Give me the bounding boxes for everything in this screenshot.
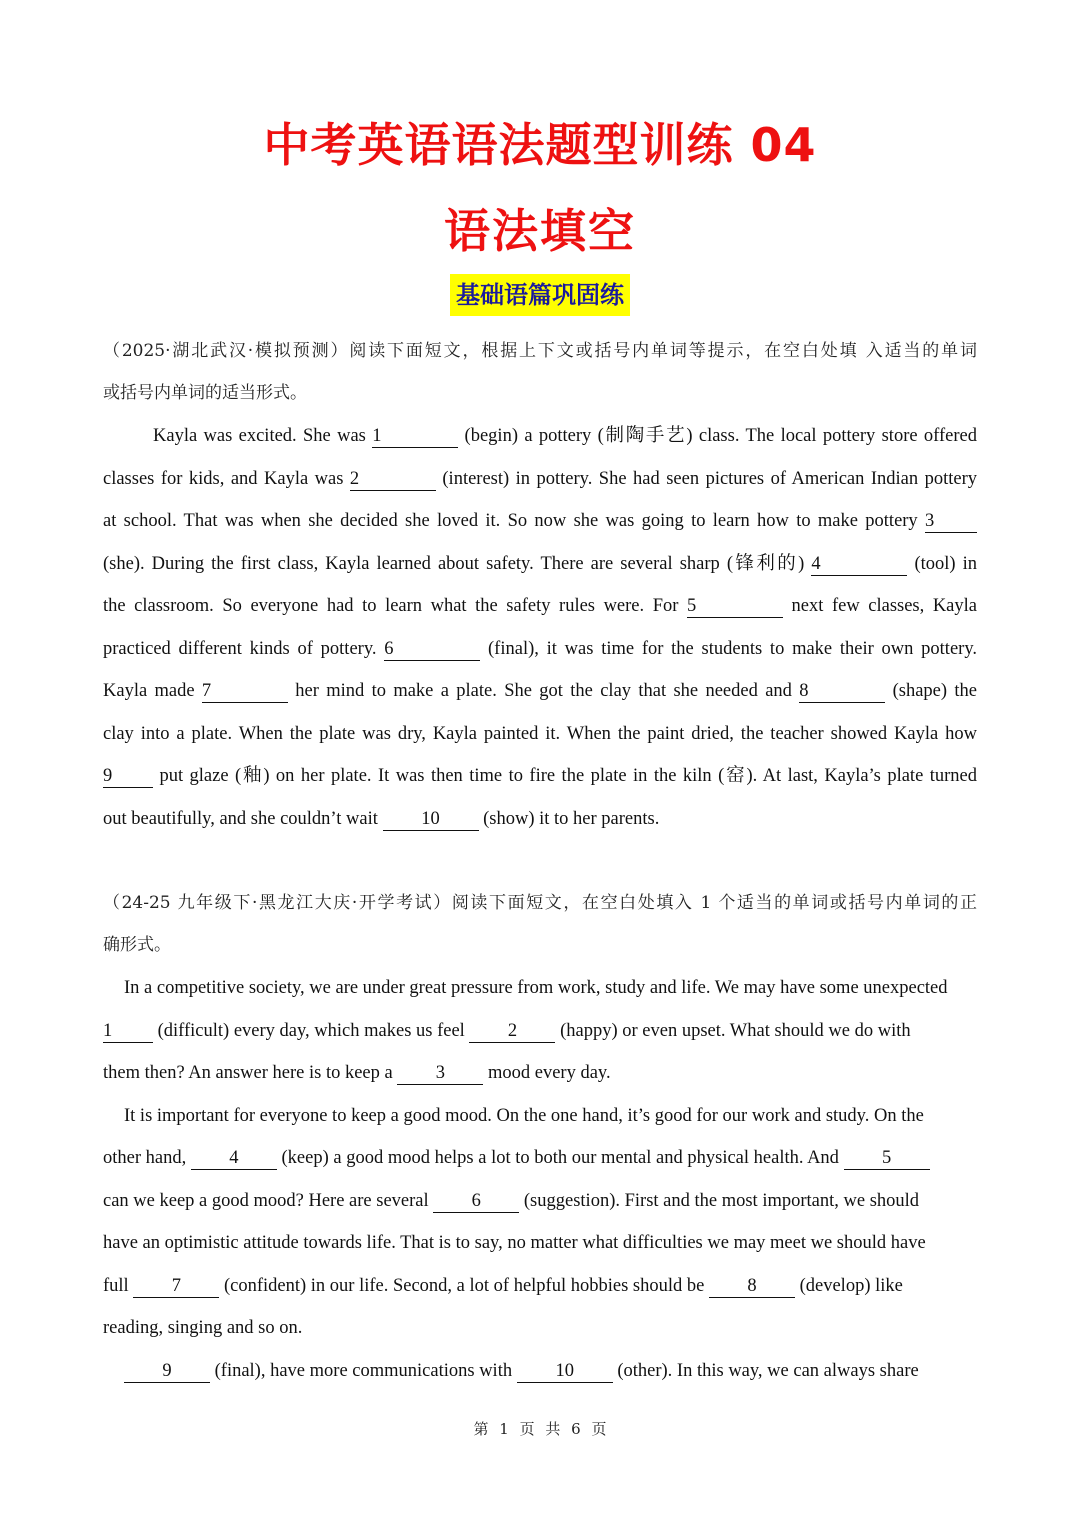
blank-6: 6 [384, 638, 480, 661]
passage-2-line: In a competitive society, we are under great pressure from work, study and life. We may have some unexpected [124, 978, 948, 998]
passage-1-line [103, 500, 977, 543]
text-run: (happy) or even upset. What should we do with [555, 1021, 911, 1041]
passage-2-line [103, 1180, 977, 1223]
blank-3: 3 [397, 1062, 483, 1085]
text-run: other hand, [103, 1148, 191, 1168]
blank-8: 8 [709, 1275, 795, 1298]
text-run: Kayla made [103, 681, 202, 701]
blank-10: 10 [517, 1360, 613, 1383]
blank-2: 2 [350, 468, 436, 491]
text-run: (final), have more communications with [210, 1361, 517, 1381]
passage-2-line: have an optimistic attitude towards life. That is to say, no matter what difficulties we may meet we should have [103, 1233, 926, 1253]
text-run: (keep) a good mood helps a lot to both our mental and physical health. And [276, 1148, 844, 1168]
subtitle: 语法填空 [444, 204, 636, 258]
passage-2-line [103, 1137, 977, 1180]
text-run: next few classes, Kayla [782, 596, 977, 616]
text-run: (begin) a pottery (制陶手艺) class. The local pottery store offered [458, 426, 977, 446]
passage-1-line [103, 458, 977, 501]
passage-2-line [103, 1010, 977, 1053]
passage-1-line [103, 415, 977, 458]
passage-1-instruction-line-1: （2025·湖北武汉·模拟预测）阅读下面短文，根据上下文或括号内单词等提示，在空白处填 入适当的单词 [103, 341, 977, 361]
section-heading-wrap [0, 274, 1080, 316]
text-run: the classroom. So everyone had to learn what the safety rules were. For [103, 596, 687, 616]
passage-2-instruction-line-1: （24-25 九年级下·黑龙江大庆·开学考试）阅读下面短文，在空白处填入 1 个适当的单词或括号内单词的正 [103, 893, 977, 913]
main-title: 中考英语语法题型训练 04 [263, 118, 817, 172]
text-run: (final), it was time for the students to make their own pottery. [480, 639, 977, 659]
passage-2-line [103, 1052, 977, 1095]
text-run: (tool) in [907, 554, 978, 574]
passage-1-line [103, 543, 977, 586]
passage-1-line [103, 798, 977, 841]
text-run: (develop) like [794, 1276, 903, 1296]
text-run: (difficult) every day, which makes us feel [153, 1021, 470, 1041]
text-run: out beautifully, and she couldn’t wait [103, 809, 383, 829]
text-run: mood every day. [483, 1063, 611, 1083]
text-run: her mind to make a plate. She got the clay that she needed and [287, 681, 800, 701]
text-run: full [103, 1276, 134, 1296]
text-run: (confident) in our life. Second, a lot of helpful hobbies should be [219, 1276, 709, 1296]
blank-3: 3 [925, 510, 977, 533]
passage-2-line [103, 1265, 977, 1308]
text-run: them then? An answer here is to keep a [103, 1063, 398, 1083]
text-run: can we keep a good mood? Here are several [103, 1191, 434, 1211]
passage-2-line [103, 1350, 977, 1393]
text-run: (show) it to her parents. [478, 809, 660, 829]
blank-4: 4 [811, 553, 907, 576]
blank-5: 5 [687, 595, 783, 618]
text-run: at school. That was when she decided she loved it. So now she was going to learn how to make pottery [103, 511, 925, 531]
blank-9: 9 [103, 765, 153, 788]
text-run: (other). In this way, we can always share [612, 1361, 919, 1381]
section-heading: 基础语篇巩固练 [450, 274, 630, 316]
passage-1-line [103, 585, 977, 628]
passage-1-line [103, 628, 977, 671]
passage-1-line [103, 755, 977, 798]
blank-10: 10 [383, 808, 479, 831]
page-number: 第 1 页 共 6 页 [473, 1420, 607, 1438]
passage-1-line: clay into a plate. When the plate was dry, Kayla painted it. When the paint dried, the teacher showed Kayla how [103, 724, 977, 744]
text-run: (she). During the first class, Kayla learned about safety. There are several sharp (锋利的) [103, 554, 812, 574]
text-run: classes for kids, and Kayla was [103, 469, 350, 489]
blank-4: 4 [191, 1147, 277, 1170]
blank-1: 1 [372, 425, 458, 448]
text-run: Kayla was excited. She was [153, 426, 373, 446]
blank-6: 6 [433, 1190, 519, 1213]
text-run: (suggestion). First and the most important, we should [519, 1191, 920, 1211]
text-run: (shape) the [885, 681, 977, 701]
text-run: put glaze (釉) on her plate. It was then time to fire the plate in the kiln (窑). At last, Kayla’s plate turned [153, 766, 977, 786]
blank-2: 2 [469, 1020, 555, 1043]
passage-2-line: reading, singing and so on. [103, 1318, 303, 1338]
passage-1-line [103, 670, 977, 713]
passage-1-instruction-line-2: 或括号内单词的适当形式。 [103, 383, 307, 403]
blank-7: 7 [133, 1275, 219, 1298]
passage-2-line: It is important for everyone to keep a good mood. On the one hand, it’s good for our work and study. On the [124, 1106, 924, 1126]
passage-2-instruction-line-2: 确形式。 [103, 935, 171, 955]
text-run: (interest) in pottery. She had seen pictures of American Indian pottery [435, 469, 978, 489]
blank-7: 7 [202, 680, 288, 703]
blank-8: 8 [799, 680, 885, 703]
blank-5: 5 [844, 1147, 930, 1170]
blank-1: 1 [103, 1020, 153, 1043]
blank-9: 9 [124, 1360, 210, 1383]
text-run: practiced different kinds of pottery. [103, 639, 385, 659]
